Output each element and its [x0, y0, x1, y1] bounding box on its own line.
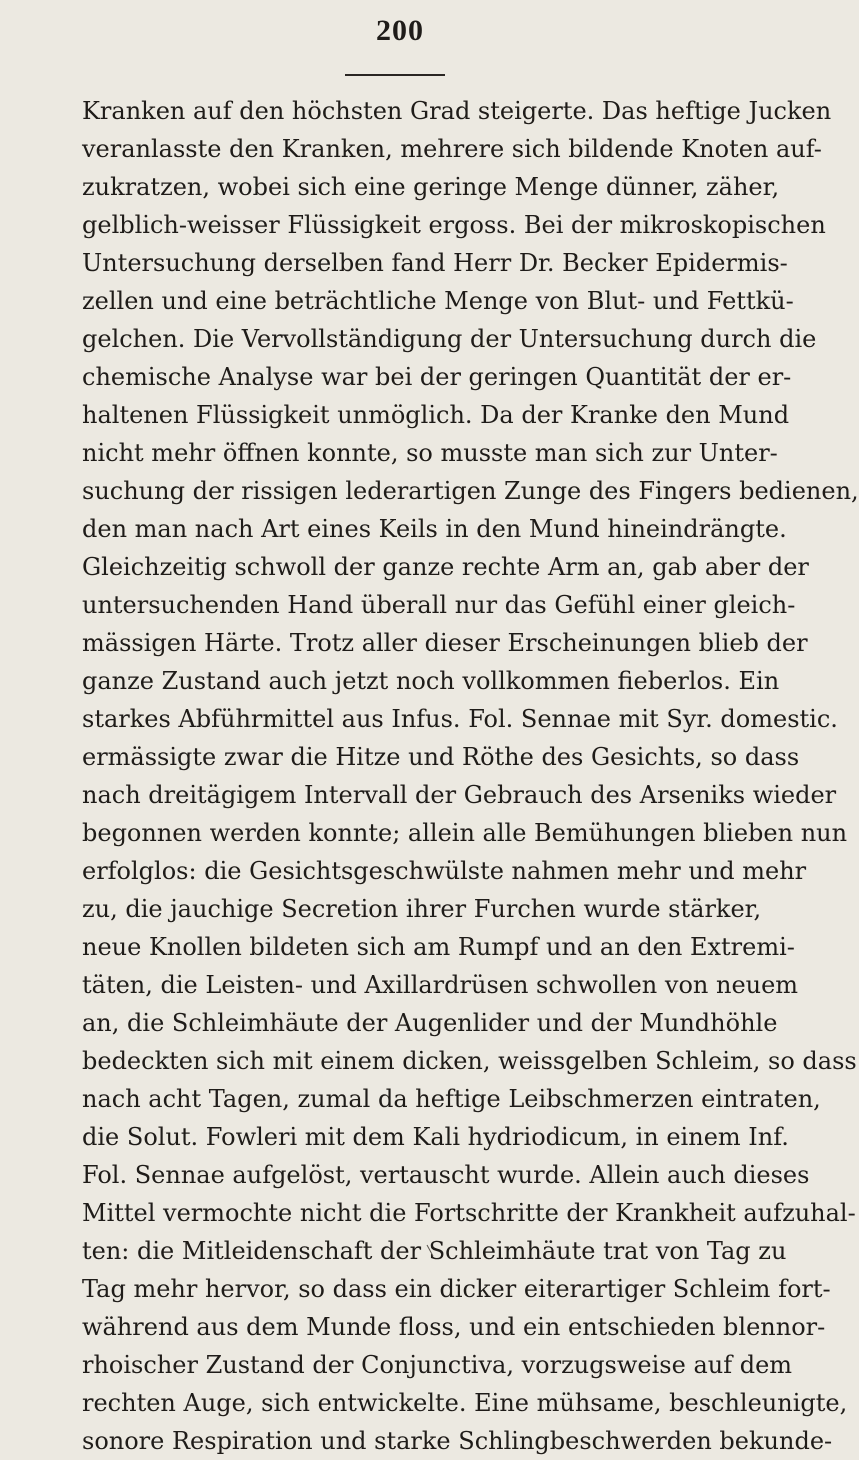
text-line: suchung der rissigen lederartigen Zunge des Fingers bedienen, — [82, 477, 859, 505]
text-line: zellen und eine beträchtliche Menge von Blut- und Fettkü- — [82, 287, 794, 315]
text-line: Fol. Sennae aufgelöst, vertauscht wurde. Allein auch dieses — [82, 1161, 810, 1189]
text-line: mässigen Härte. Trotz aller dieser Erscheinungen blieb der — [82, 629, 808, 657]
text-line: Untersuchung derselben fand Herr Dr. Becker Epidermis- — [82, 249, 788, 277]
text-line: Kranken auf den höchsten Grad steigerte. Das heftige Jucken — [82, 97, 832, 125]
text-line: nach acht Tagen, zumal da heftige Leibschmerzen eintraten, — [82, 1085, 821, 1113]
text-line: während aus dem Munde floss, und ein entschieden blennor- — [82, 1313, 826, 1341]
text-line: rhoischer Zustand der Conjunctiva, vorzugsweise auf dem — [82, 1351, 793, 1379]
text-line: zu, die jauchige Secretion ihrer Furchen wurde stärker, — [82, 895, 762, 923]
text-line: gelchen. Die Vervollständigung der Untersuchung durch die — [82, 325, 817, 353]
text-line: ermässigte zwar die Hitze und Röthe des Gesichts, so dass — [82, 743, 800, 771]
text-line: Gleichzeitig schwoll der ganze rechte Arm an, gab aber der — [82, 553, 809, 581]
text-line: untersuchenden Hand überall nur das Gefühl einer gleich- — [82, 591, 796, 619]
text-line: nach dreitägigem Intervall der Gebrauch des Arseniks wieder — [82, 781, 837, 809]
text-line: haltenen Flüssigkeit unmöglich. Da der Kranke den Mund — [82, 401, 790, 429]
text-line: an, die Schleimhäute der Augenlider und der Mundhöhle — [82, 1009, 778, 1037]
text-line: Mittel vermochte nicht die Fortschritte der Krankheit aufzuhal- — [82, 1199, 856, 1227]
text-line: erfolglos: die Gesichtsgeschwülste nahmen mehr und mehr — [82, 857, 807, 885]
text-line: ganze Zustand auch jetzt noch vollkommen fieberlos. Ein — [82, 667, 780, 695]
text-line: bedeckten sich mit einem dicken, weissgelben Schleim, so dass — [82, 1047, 857, 1075]
text-line: nicht mehr öffnen konnte, so musste man sich zur Unter- — [82, 439, 778, 467]
text-line: neue Knollen bildeten sich am Rumpf und an den Extremi- — [82, 933, 795, 961]
text-line: rechten Auge, sich entwickelte. Eine mühsame, beschleunigte, — [82, 1389, 848, 1417]
text-line: die Solut. Fowleri mit dem Kali hydriodicum, in einem Inf. — [82, 1123, 789, 1151]
text-line: täten, die Leisten- und Axillardrüsen schwollen von neuem — [82, 971, 799, 999]
text-line: starkes Abführmittel aus Infus. Fol. Sennae mit Syr. domestic. — [82, 705, 838, 733]
text-line: begonnen werden konnte; allein alle Bemühungen blieben nun — [82, 819, 848, 847]
text-line: veranlasste den Kranken, mehrere sich bildende Knoten auf- — [82, 135, 822, 163]
text-line: zukratzen, wobei sich eine geringe Menge dünner, zäher, — [82, 173, 780, 201]
page-number-underline — [345, 74, 445, 76]
text-line: sonore Respiration und starke Schlingbeschwerden bekunde- — [82, 1427, 833, 1455]
body-text — [82, 92, 859, 1460]
text-line: chemische Analyse war bei der geringen Quantität der er- — [82, 363, 792, 391]
text-line: Tag mehr hervor, so dass ein dicker eiterartiger Schleim fort- — [82, 1275, 831, 1303]
text-line: ten: die Mitleidenschaft der Schleimhäute trat von Tag zu — [82, 1237, 787, 1265]
text-line: den man nach Art eines Keils in den Mund hineindrängte. — [82, 515, 787, 543]
text-line: gelblich-weisser Flüssigkeit ergoss. Bei der mikroskopischen — [82, 211, 826, 239]
page-number: 200 — [376, 14, 424, 47]
stray-pen-mark — [425, 1244, 437, 1258]
